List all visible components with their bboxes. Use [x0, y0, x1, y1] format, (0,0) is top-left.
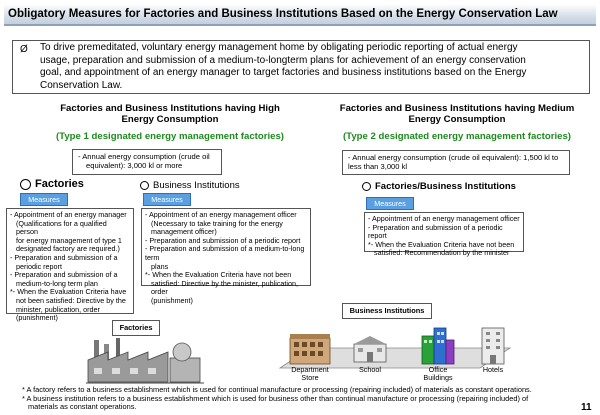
left-type-label: (Type 1 designated energy management factories) — [55, 131, 284, 142]
factories-illustration-label: Factories — [112, 320, 160, 336]
consumption-line: - Annual energy consumption (crude oil — [78, 152, 210, 161]
bullet-arrow-icon: Ø — [20, 44, 28, 55]
footnote-line: * A factory refers to a business establishment which is used for continual manufacture or processing (repairing included) of materials as constant operations. — [22, 385, 532, 394]
measure-line: *- When the Evaluation Criteria have not been — [368, 239, 515, 249]
measure-line: - Preparation and submission of a medium-to-long term — [145, 244, 305, 262]
measure-line: periodic report — [16, 261, 62, 271]
right-heading-line: Factories and Business Institutions having Medium — [339, 103, 575, 114]
measure-line: for energy management of type 1 — [16, 235, 122, 245]
left-heading — [40, 103, 300, 125]
building-label-line: School — [359, 365, 381, 374]
measure-line: (Qualifications for a qualified person — [16, 218, 107, 237]
measure-line: *- When the Evaluation Criteria have — [10, 287, 127, 297]
building-label-line: Department — [291, 365, 329, 374]
building-label-line: Office — [428, 365, 448, 374]
factories-business-label: Factories/Business Institutions — [375, 181, 516, 192]
measure-line: not been satisfied: Directive by the — [16, 295, 126, 305]
measure-line: - Appointment of an energy management officer — [145, 210, 297, 219]
right-consumption-box — [342, 150, 570, 175]
business-label: Business Institutions — [153, 180, 240, 191]
office-buildings-icon — [420, 326, 456, 366]
building-label-line: Hotels — [482, 365, 504, 374]
measure-line: (Necessary to take training for the energy — [151, 218, 283, 228]
footnote-line: * A business institution refers to a business establishment which is used for business other than continual manufacture or processing (repairing included) of — [22, 393, 529, 403]
measure-line: management officer) — [151, 227, 217, 237]
business-measures-box — [141, 208, 311, 305]
hotels-icon — [478, 326, 508, 366]
factories-business-heading — [362, 181, 516, 192]
measure-line: satisfied: Recommendation by the minister — [374, 248, 510, 258]
measure-line: *- When the Evaluation Criteria have not been — [145, 270, 292, 280]
building-label-school — [346, 366, 394, 374]
right-heading-line: Energy Consumption — [408, 114, 506, 125]
measure-line: (punishment) — [16, 313, 58, 323]
right-measures-box — [364, 212, 524, 258]
building-label-department-store — [282, 366, 338, 382]
right-heading — [322, 103, 592, 125]
building-label-office — [412, 366, 464, 382]
page-number: 11 — [581, 402, 592, 413]
page-title: Obligatory Measures for Factories and Business Institutions Based on the Energy Conservation Law — [8, 8, 558, 20]
business-measures-tag: Measures — [143, 193, 191, 206]
measure-line: - Preparation and submission of a periodic report — [368, 222, 503, 241]
intro-line: To drive premeditated, voluntary energy management home by obligating periodic reporting of actual energy — [40, 42, 518, 53]
measure-line: - Preparation and submission of a — [10, 252, 118, 262]
consumption-line: less than 3,000 kl — [348, 162, 408, 172]
factory-illustration-icon — [86, 338, 206, 384]
measure-line: plans — [151, 261, 169, 271]
left-heading-line: Energy Consumption — [121, 114, 219, 125]
circle-icon — [20, 179, 31, 190]
factories-heading — [20, 178, 84, 190]
circle-icon — [362, 182, 371, 191]
factories-label: Factories — [35, 178, 84, 190]
measure-line: satisfied: Directive by the minister, publication, order — [151, 278, 299, 297]
left-consumption-box — [72, 149, 222, 175]
building-label-hotels — [470, 366, 516, 374]
right-measures-tag: Measures — [366, 197, 414, 210]
building-label-line: Buildings — [423, 373, 453, 382]
intro-line: goal, and appointment of an energy manager to target factories and business institutions based on the Energy — [40, 67, 527, 78]
department-store-icon — [288, 330, 332, 366]
intro-line: Conservation Law. — [40, 79, 123, 91]
right-type-label: (Type 2 designated energy management factories) — [342, 131, 571, 142]
left-heading-line: Factories and Business Institutions having High — [60, 103, 280, 114]
business-heading — [140, 180, 240, 191]
consumption-line: equivalent): 3,000 kl or more — [86, 161, 183, 171]
factories-measures-tag: Measures — [20, 193, 68, 206]
measure-line: - Preparation and submission of a — [10, 270, 118, 280]
intro-line: usage, preparation and submission of a medium-to-longterm plans for achievement of an energy conservation — [40, 54, 526, 66]
measure-line: minister, publication, order — [16, 304, 100, 314]
consumption-line: - Annual energy consumption (crude oil equivalent): 1,500 kl to — [348, 153, 559, 162]
measure-line: (punishment) — [151, 295, 193, 305]
intro-text — [40, 42, 585, 92]
measure-line: - Appointment of an energy management officer — [368, 214, 520, 223]
school-icon — [352, 334, 388, 364]
measure-line: - Appointment of an energy manager — [10, 210, 127, 219]
footnote-line: materials as constant operations. — [28, 402, 137, 411]
circle-icon — [140, 181, 149, 190]
business-illustration-label: Business Institutions — [342, 303, 432, 319]
factories-measures-box — [6, 208, 134, 323]
measure-line: designated factory are required.) — [16, 244, 120, 254]
footnotes — [22, 386, 582, 412]
measure-line: - Preparation and submission of a periodic report — [145, 235, 301, 245]
measure-line: medium-to-long term plan — [16, 278, 98, 288]
building-label-line: Store — [301, 373, 319, 382]
